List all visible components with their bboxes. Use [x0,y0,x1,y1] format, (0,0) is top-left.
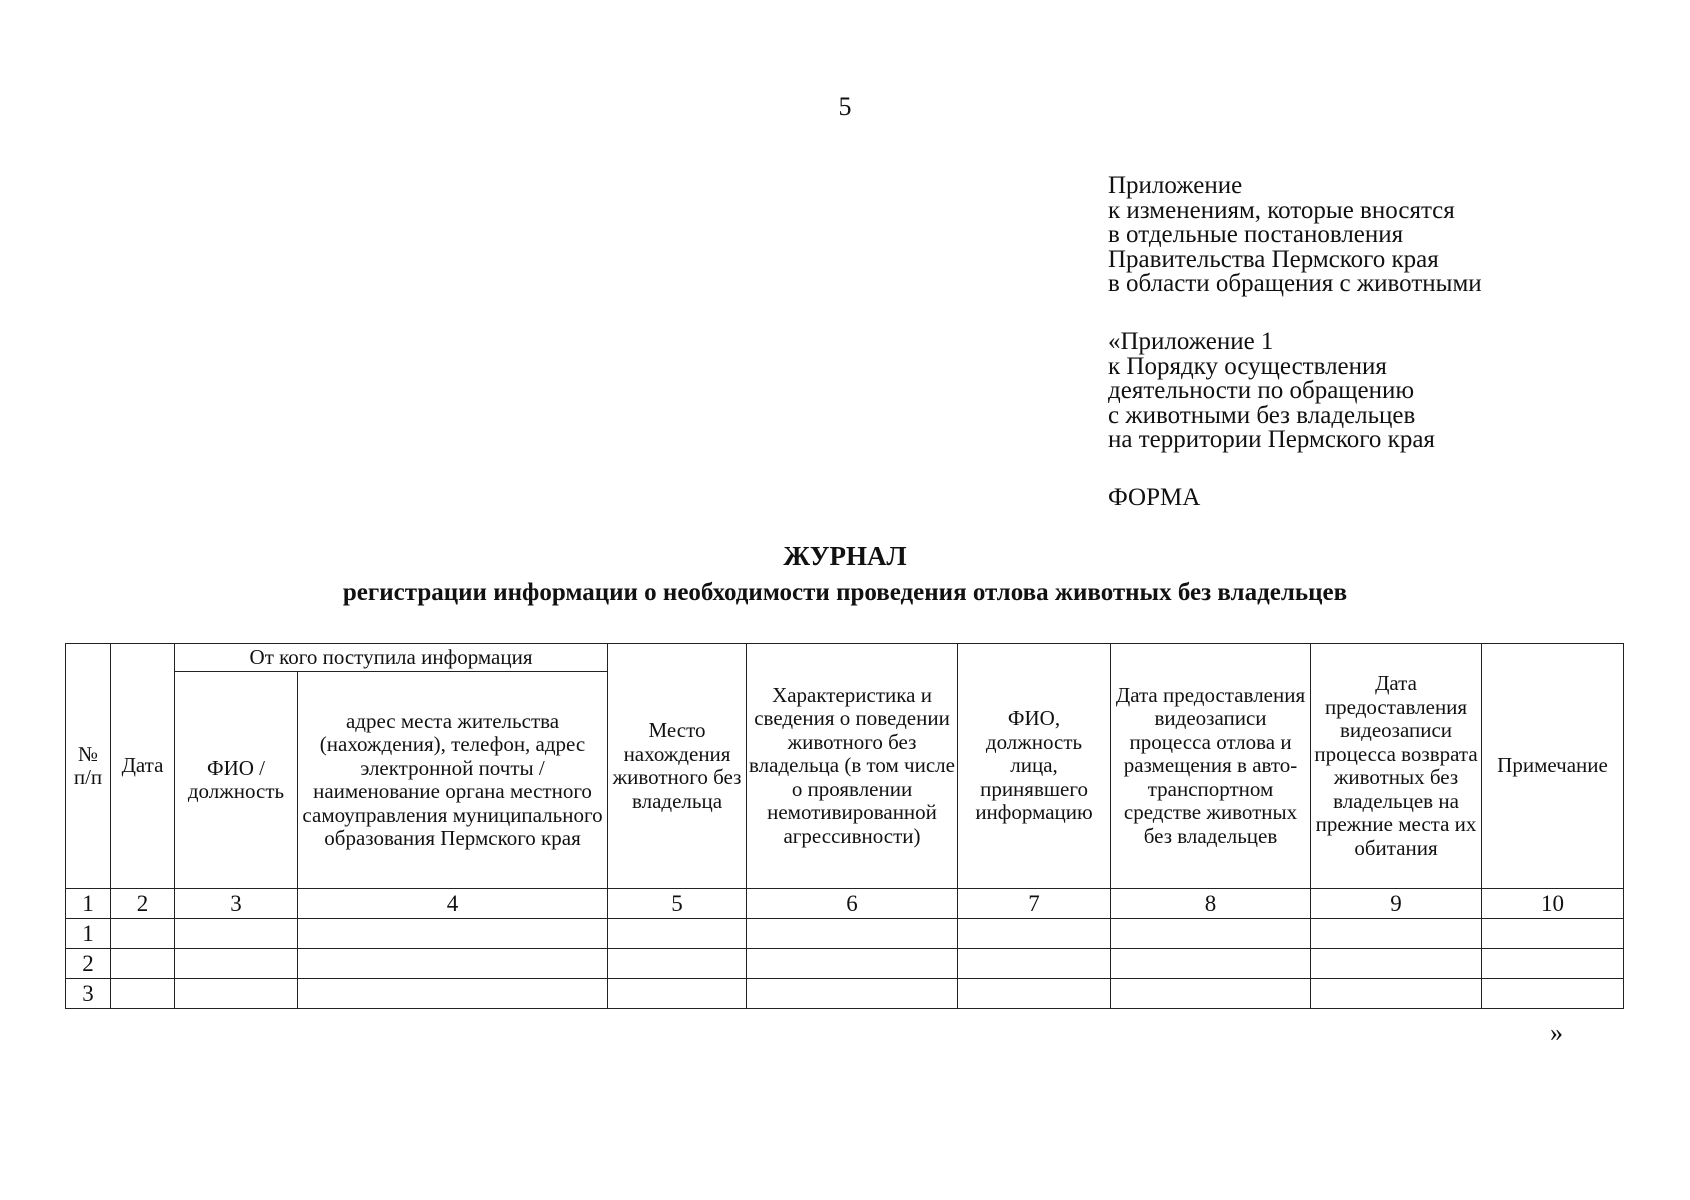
table-row [66,949,1624,979]
attachment-line: на территории Пермского края [1108,426,1435,453]
table-cell [175,979,298,1009]
table-row [66,979,1624,1009]
table-cell [1482,949,1624,979]
header-num: № п/п [66,644,111,889]
row-number: 2 [66,949,111,979]
table-cell [958,919,1111,949]
header-note: Примечание [1482,644,1624,889]
column-number: 6 [747,889,958,919]
table-cell [298,979,608,1009]
header-characteristics: Характеристика и сведения о поведении животного без владельца (в том числе о проявлении немотивированной агрессивности) [747,644,958,889]
column-number: 5 [608,889,747,919]
table-cell [958,979,1111,1009]
table-cell [111,979,175,1009]
journal-table [65,643,1624,1009]
column-number: 9 [1311,889,1482,919]
table-cell [175,949,298,979]
column-number: 1 [66,889,111,919]
header-location: Место нахождения животного без владельца [608,644,747,889]
header-informant-group: От кого поступила информация [175,644,608,672]
table-cell [747,949,958,979]
attachment-line: в области обращения с животными [1108,270,1482,297]
table-cell [1311,979,1482,1009]
table-row [66,919,1624,949]
table-cell [608,949,747,979]
table-cell [1111,919,1311,949]
table-cell [1311,949,1482,979]
column-number: 7 [958,889,1111,919]
closing-quote: » [1550,1018,1563,1047]
attachment-line: Приложение [1108,172,1243,199]
document-title: ЖУРНАЛ [783,541,907,571]
header-video-return: Дата предоставления видеозаписи процесса возврата животных без владельцев на прежние места их обитания [1311,644,1482,889]
header-video-capture: Дата предоставления видеозаписи процесса отлова и размещения в авто-транспортном средстве животных без владельцев [1111,644,1311,889]
form-label: ФОРМА [1108,484,1201,511]
row-number: 3 [66,979,111,1009]
table-cell [608,979,747,1009]
document-subtitle: регистрации информации о необходимости проведения отлова животных без владельцев [342,579,1348,606]
attachment-line: к изменениям, которые вносятся [1108,196,1455,224]
table-cell [1482,919,1624,949]
table-cell [958,949,1111,979]
attachment-line: «Приложение 1 [1108,328,1274,355]
table-cell [175,919,298,949]
table-cell [608,919,747,949]
column-number: 3 [175,889,298,919]
header-fio-position: ФИО / должность [175,672,298,889]
header-address: адрес места жительства (нахождения), телефон, адрес электронной почты / наименование органа местного самоуправления муниципального образования Пермского края [298,672,608,889]
attachment-line: Правительства Пермского края [1108,245,1439,273]
column-number: 10 [1482,889,1624,919]
attachment-line: деятельности по обращению [1108,377,1415,404]
table-cell [111,919,175,949]
header-receiver: ФИО, должность лица, принявшего информацию [958,644,1111,889]
attachment-line: с животными без владельцев [1108,401,1416,429]
column-number: 2 [111,889,175,919]
row-number: 1 [66,919,111,949]
table-cell [298,919,608,949]
table-cell [747,979,958,1009]
table-cell [111,949,175,979]
table-cell [1111,949,1311,979]
page-number: 5 [838,92,852,121]
table-cell [298,949,608,979]
table-cell [1482,979,1624,1009]
attachment-line: к Порядку осуществления [1108,352,1387,380]
column-number-row [66,889,1624,919]
table-cell [1311,919,1482,949]
attachment-block-2 [1108,330,1435,453]
attachment-line: в отдельные постановления [1108,221,1404,248]
attachment-block-1 [1108,174,1482,297]
header-date: Дата [111,644,175,889]
table-cell [747,919,958,949]
column-number: 8 [1111,889,1311,919]
column-number: 4 [298,889,608,919]
table-cell [1111,979,1311,1009]
